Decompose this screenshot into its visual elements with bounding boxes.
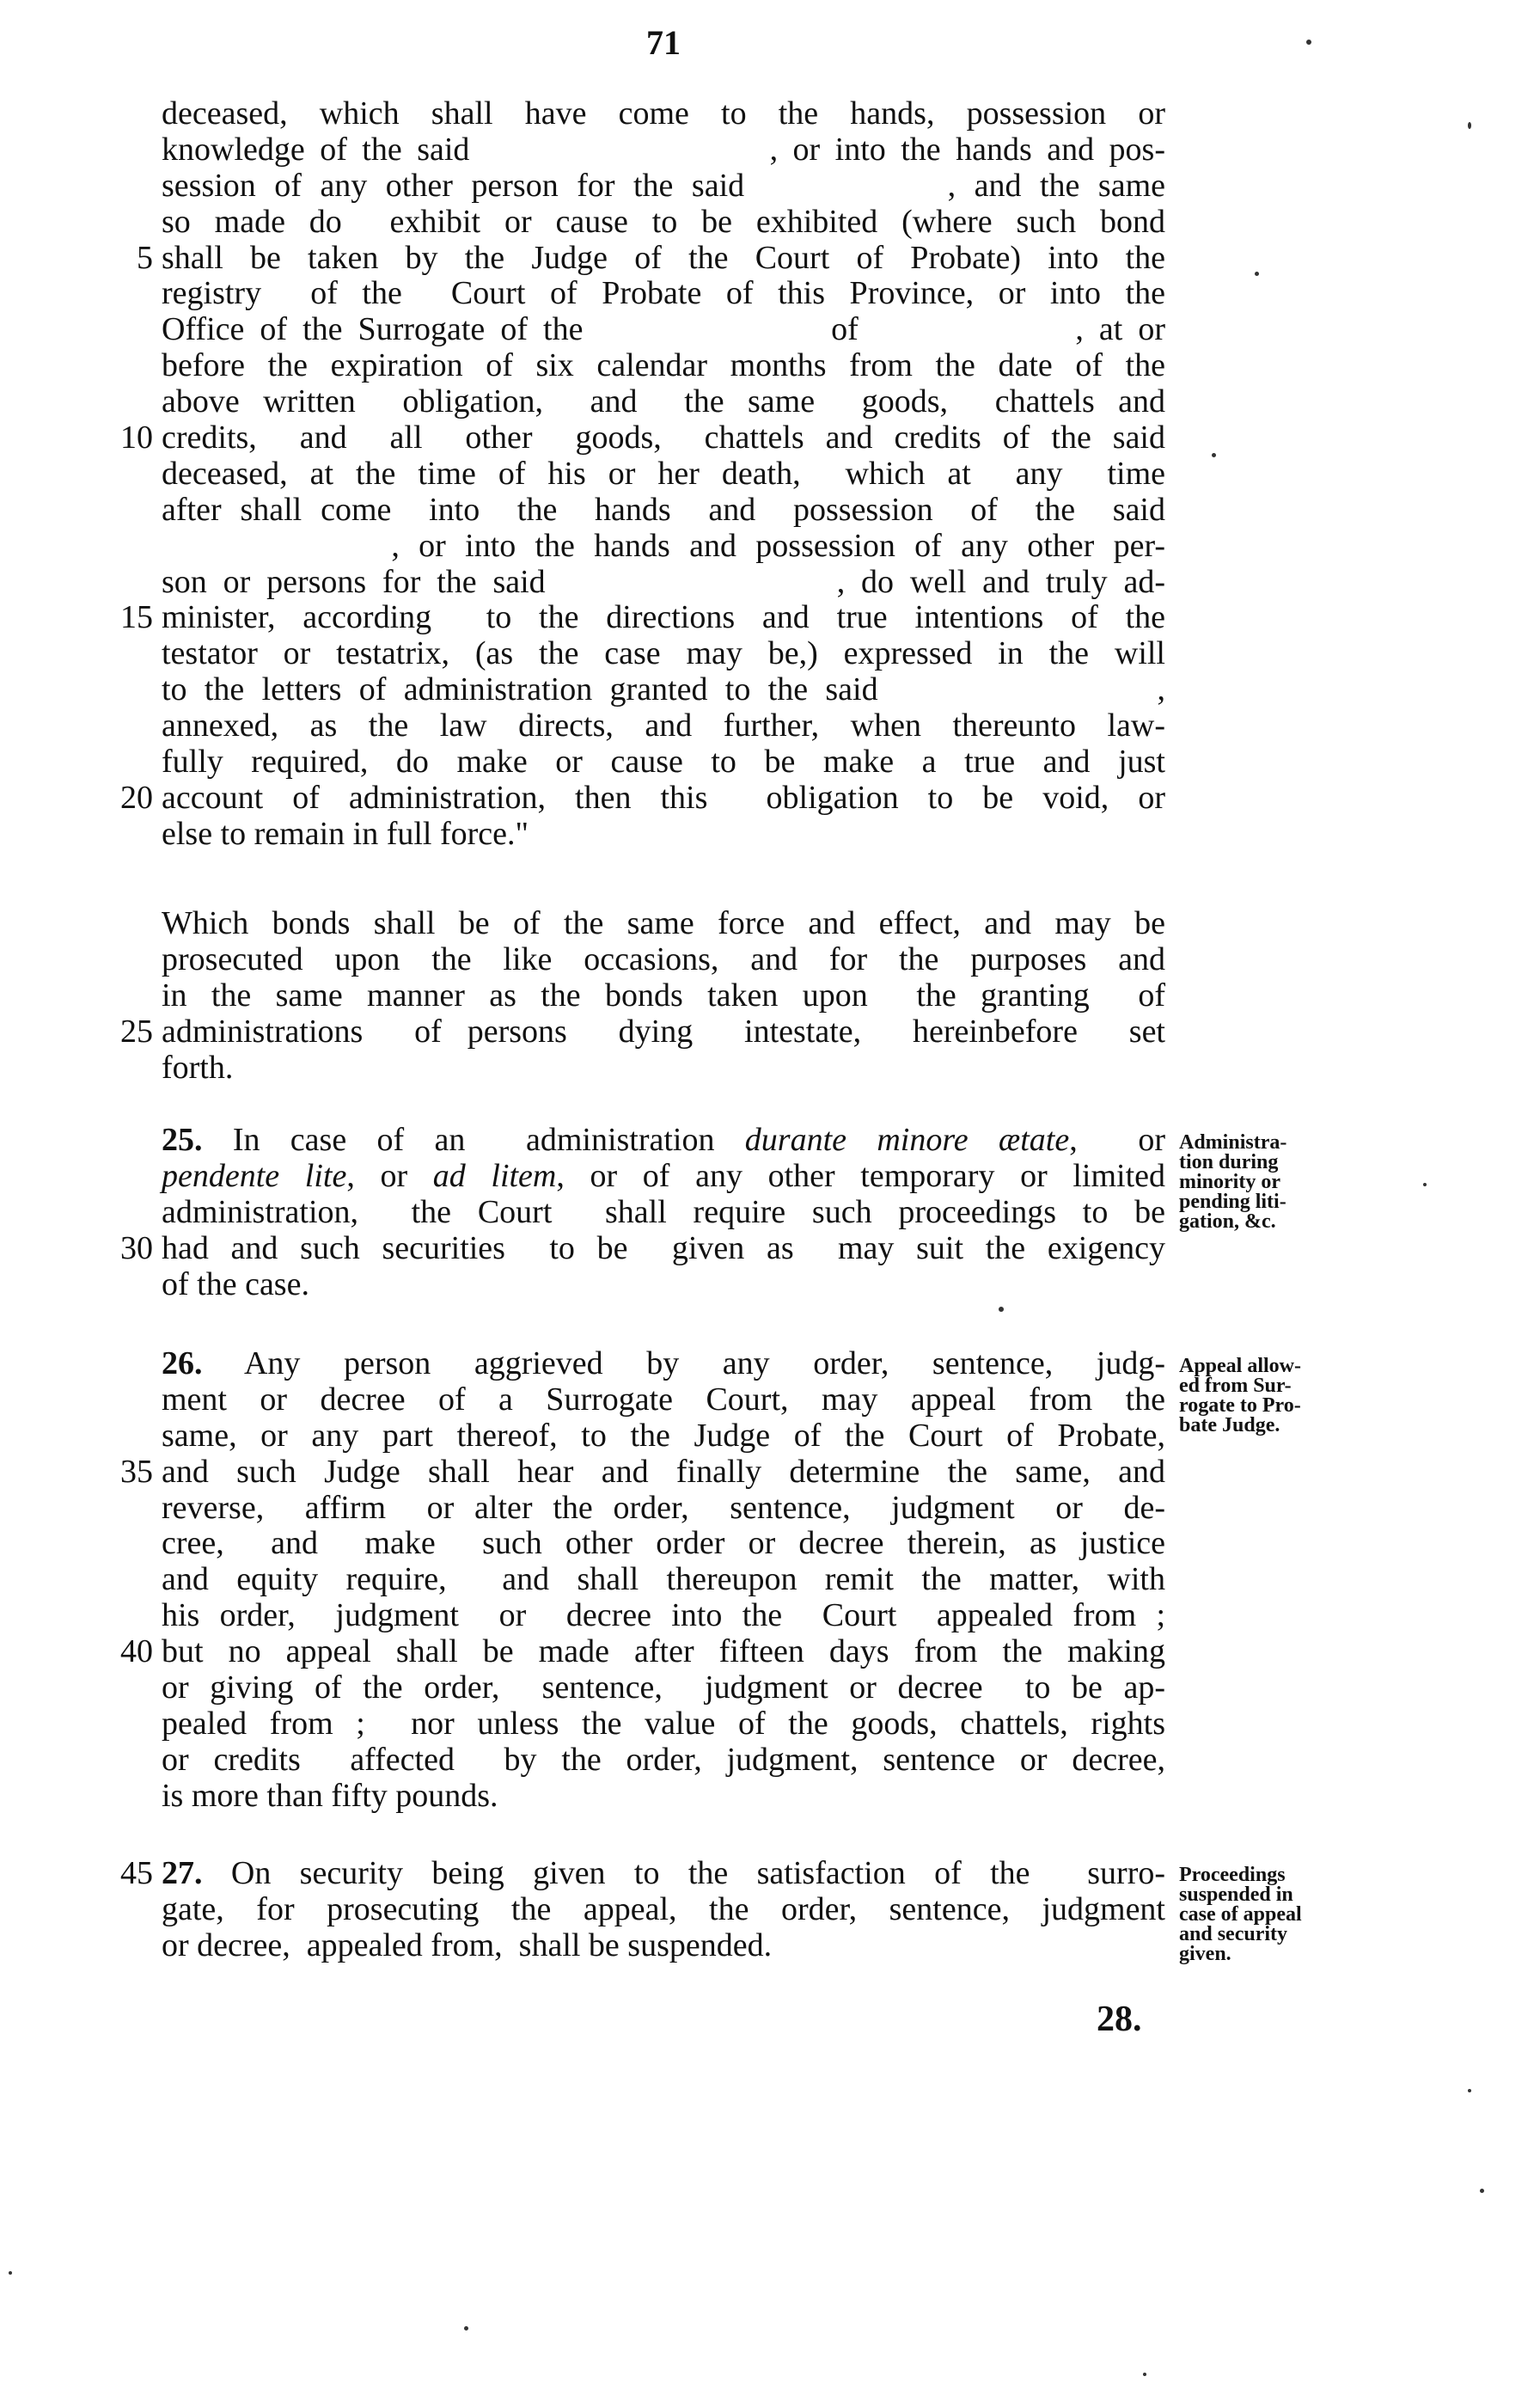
line-text: administration, the Court shall require such proceedings to be	[162, 1193, 1165, 1230]
line-text: reverse, affirm or alter the order, sentence, judgment or de-	[162, 1489, 1165, 1526]
line-text: testator or testatrix, (as the case may be,) expressed in the will	[162, 635, 1165, 672]
scan-speck	[1143, 2373, 1146, 2376]
text-line	[162, 276, 1165, 312]
line-number: 35	[120, 1453, 153, 1490]
paragraph-section-25	[120, 1122, 1166, 1302]
text-line	[162, 636, 1165, 672]
italic-text: pendente lite	[162, 1157, 347, 1194]
line-text: cree, and make such other order or decree therein, as justice	[162, 1525, 1165, 1562]
text-line	[162, 1779, 1165, 1815]
scan-speck	[1255, 272, 1259, 276]
line-text: is more than fifty pounds.	[162, 1777, 498, 1814]
scan-speck	[1306, 40, 1311, 45]
line-number: 15	[120, 599, 153, 636]
text-line	[162, 348, 1165, 384]
text-line	[162, 312, 1165, 348]
text-line	[162, 529, 1165, 565]
text-line	[162, 1050, 1165, 1087]
text-line	[162, 168, 1165, 205]
line-text: session of any other person for the said , and the same	[162, 167, 1165, 204]
line-text: but no appeal shall be made after fifteen days from the making	[162, 1633, 1165, 1670]
text-line	[162, 1159, 1165, 1195]
line-text: Any person aggrieved by any order, sentence, judg-	[243, 1345, 1165, 1381]
line-text: In case of an administration	[232, 1122, 745, 1158]
text-line	[162, 205, 1165, 241]
scan-speck	[1212, 453, 1216, 457]
line-text: ment or decree of a Surrogate Court, may appeal from the	[162, 1381, 1165, 1418]
line-text: , or	[1069, 1122, 1166, 1158]
line-text: , or into the hands and possession of any other per-	[162, 527, 1165, 564]
text-line	[162, 1491, 1165, 1527]
text-line	[120, 1013, 1165, 1050]
line-text: deceased, which shall have come to the hands, possession or	[162, 95, 1165, 132]
text-line	[162, 1195, 1165, 1231]
line-text: registry of the Court of Probate of this Province, or into the	[162, 275, 1165, 312]
text-line	[162, 493, 1165, 529]
text-line	[162, 565, 1165, 601]
scan-speck	[1468, 2089, 1471, 2092]
line-text: else to remain in full force."	[162, 815, 529, 852]
text-line	[120, 420, 1165, 456]
text-line	[162, 942, 1165, 978]
line-text: and such Judge shall hear and finally determine the same, and	[162, 1453, 1165, 1490]
scan-speck	[1468, 122, 1471, 129]
line-text: of the case.	[162, 1265, 309, 1302]
line-text: in the same manner as the bonds taken upon the granting of	[162, 977, 1165, 1014]
paragraph-section-27	[120, 1855, 1166, 1964]
line-text: or credits affected by the order, judgment, sentence or decree,	[162, 1741, 1165, 1778]
line-text: prosecuted upon the like occasions, and for the purposes and	[162, 940, 1165, 977]
text-line	[162, 132, 1165, 168]
text-line	[162, 1346, 1165, 1382]
paragraph-bond-condition	[120, 95, 1165, 853]
line-number: 45	[120, 1855, 153, 1891]
text-line	[162, 708, 1165, 744]
scan-speck	[9, 2271, 12, 2275]
text-line	[162, 817, 1165, 853]
text-line	[162, 1670, 1165, 1706]
paragraph-section-26	[120, 1345, 1165, 1815]
text-line	[120, 1855, 1166, 1892]
line-text: Which bonds shall be of the same force and effect, and may be	[162, 905, 1165, 941]
text-line	[162, 744, 1165, 781]
text-line	[162, 456, 1165, 493]
text-line	[162, 1743, 1165, 1779]
italic-text: ad litem	[432, 1157, 557, 1194]
line-text: and equity require, and shall thereupon remit the matter, with	[162, 1561, 1165, 1598]
scan-speck	[1480, 2189, 1484, 2193]
line-text: , or of any other temporary or limited	[556, 1157, 1166, 1194]
line-text: account of administration, then this obligation to be void, or	[162, 779, 1165, 816]
scan-speck	[464, 2326, 468, 2331]
line-text: his order, judgment or decree into the Court appealed from ;	[162, 1597, 1165, 1634]
line-number: 5	[137, 239, 153, 276]
line-text: credits, and all other goods, chattels and credits of the said	[162, 420, 1165, 456]
line-text: pealed from ; nor unless the value of the goods, chattels, rights	[162, 1705, 1165, 1742]
line-text: forth.	[162, 1049, 234, 1086]
line-text: knowledge of the said , or into the hands and pos-	[162, 131, 1165, 168]
line-text: fully required, do make or cause to be make a true and just	[162, 744, 1165, 781]
text-line	[162, 906, 1165, 942]
text-line	[162, 1418, 1165, 1455]
text-line	[162, 1706, 1165, 1743]
line-text: son or persons for the said , do well and truly ad-	[162, 563, 1165, 600]
text-line	[120, 1633, 1165, 1670]
section-number: 27.	[162, 1855, 203, 1891]
side-note-proceedings: Proceedings suspended in case of appeal and security given.	[1179, 1864, 1302, 1965]
scan-speck	[1423, 1183, 1427, 1186]
text-line	[137, 239, 1165, 277]
line-text: or giving of the order, sentence, judgment or decree to be ap-	[162, 1669, 1165, 1706]
line-text: Office of the Surrogate of the of , at or	[162, 311, 1165, 348]
text-line	[162, 978, 1165, 1014]
line-text: same, or any part thereof, to the Judge of the Court of Probate,	[162, 1417, 1165, 1454]
line-number: 25	[120, 1013, 153, 1050]
text-line	[162, 1382, 1165, 1418]
section-number: 25.	[162, 1122, 203, 1158]
line-number: 40	[120, 1633, 153, 1670]
text-line	[120, 779, 1165, 817]
line-text: after shall come into the hands and possession of the said	[162, 491, 1165, 528]
text-line	[162, 1928, 1165, 1964]
text-line	[162, 1267, 1165, 1303]
side-note-administration: Administra- tion during minority or pending liti- gation, &c.	[1179, 1131, 1287, 1233]
text-line	[162, 384, 1165, 420]
line-text: shall be taken by the Judge of the Court of Probate) into the	[162, 239, 1165, 276]
text-line	[120, 599, 1165, 636]
line-text: had and such securities to be given as may suit the exigency	[162, 1229, 1165, 1266]
line-number: 20	[120, 779, 153, 816]
italic-text: durante minore ætate	[744, 1122, 1070, 1158]
line-text: On security being given to the satisfaction of the surro-	[230, 1855, 1166, 1891]
text-line	[162, 1123, 1165, 1159]
line-text: before the expiration of six calendar months from the date of the	[162, 347, 1165, 384]
line-text: annexed, as the law directs, and further, when thereunto law-	[162, 707, 1165, 744]
text-line	[162, 672, 1165, 708]
line-number: 10	[120, 420, 153, 456]
text-line	[120, 1229, 1165, 1267]
text-line	[162, 1562, 1165, 1598]
scan-speck	[999, 1307, 1004, 1312]
line-number: 30	[120, 1229, 153, 1266]
line-text: administrations of persons dying intestate, hereinbefore set	[162, 1013, 1165, 1050]
text-line	[162, 96, 1165, 132]
line-text: deceased, at the time of his or her death, which at any time	[162, 455, 1165, 492]
page-number: 71	[646, 23, 681, 62]
text-line	[120, 1453, 1165, 1491]
line-text: above written obligation, and the same goods, chattels and	[162, 383, 1165, 420]
line-text: or decree, appealed from, shall be suspended.	[162, 1926, 773, 1963]
line-text: , or	[346, 1157, 433, 1194]
text-line	[162, 1526, 1165, 1562]
line-text: gate, for prosecuting the appeal, the order, sentence, judgment	[162, 1890, 1165, 1927]
side-note-appeal: Appeal allow- ed from Sur- rogate to Pro- bate Judge.	[1179, 1355, 1302, 1436]
section-number: 26.	[162, 1345, 203, 1381]
line-text: so made do exhibit or cause to be exhibited (where such bond	[162, 203, 1165, 240]
catchword: 28.	[1097, 2000, 1142, 2039]
text-line	[162, 1598, 1165, 1634]
line-text: minister, according to the directions and true intentions of the	[162, 599, 1165, 636]
paragraph-bonds-force	[120, 905, 1165, 1086]
text-line	[162, 1892, 1165, 1928]
line-text: to the letters of administration granted to the said ,	[162, 671, 1165, 708]
